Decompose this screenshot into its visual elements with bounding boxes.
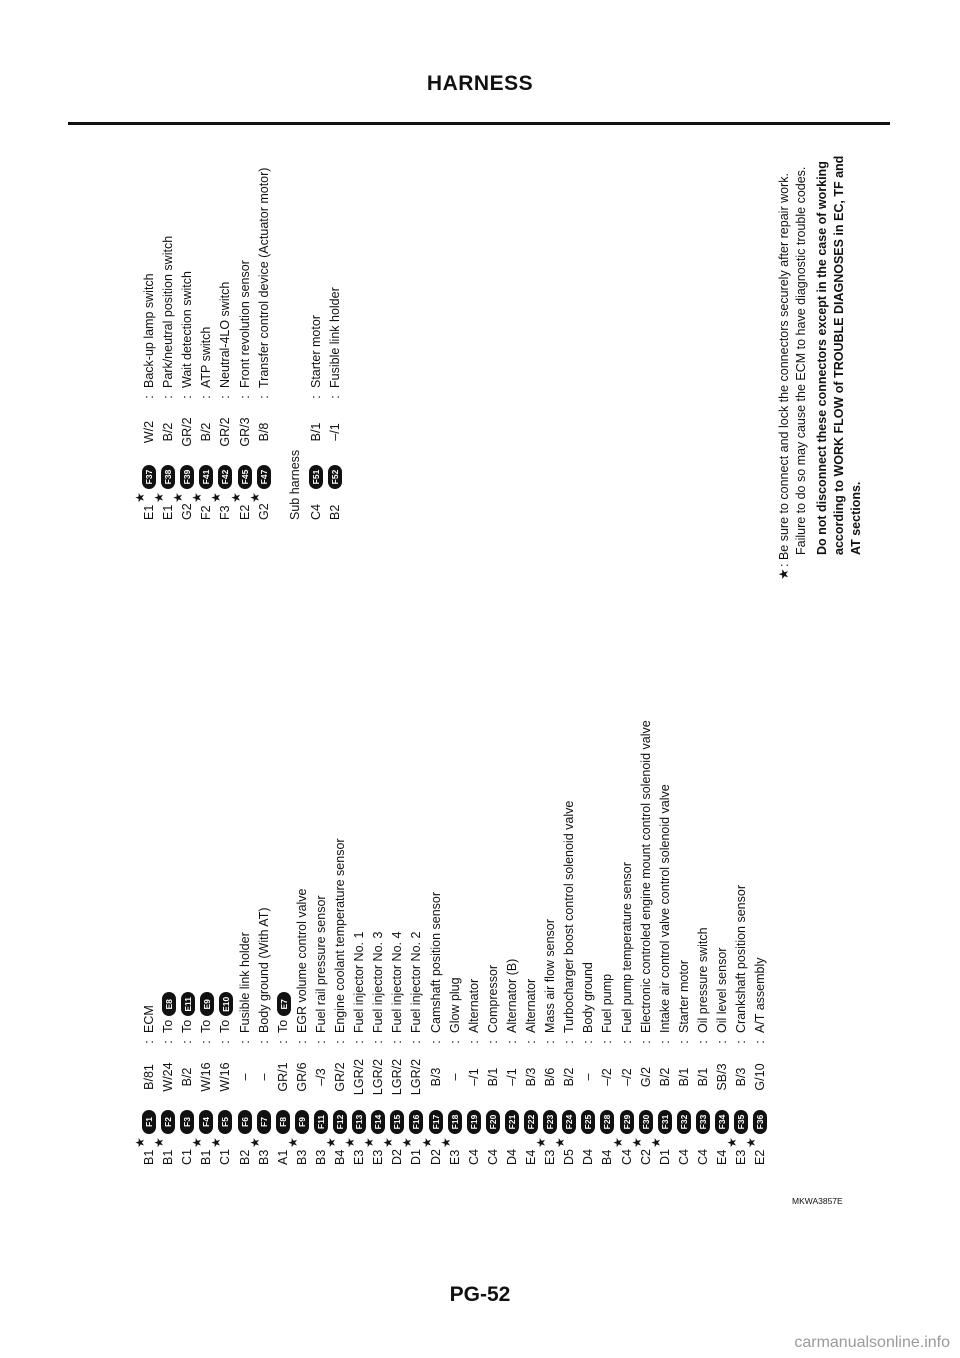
grid-position: B2 bbox=[327, 504, 342, 520]
connector-badge: F28 bbox=[600, 1110, 614, 1134]
connector-description bbox=[331, 838, 350, 1033]
separator-colon: : bbox=[333, 1040, 347, 1044]
wire-color-pins: LGR/2 bbox=[371, 1058, 386, 1096]
star-icon: ★ bbox=[324, 1137, 338, 1148]
star-icon: ★ bbox=[247, 1137, 262, 1148]
connector-description bbox=[465, 979, 484, 1033]
wire-color-pins: –/1 bbox=[466, 1068, 481, 1086]
page-number: PG-52 bbox=[449, 1283, 511, 1306]
connector-badge: F5 bbox=[218, 1110, 232, 1134]
wire-color-pins: B/2 bbox=[180, 1067, 195, 1087]
separator-colon: : bbox=[161, 395, 176, 399]
grid-position: D5 bbox=[562, 1149, 577, 1165]
wire-color-pins: GR/2 bbox=[218, 417, 233, 447]
description-text: To bbox=[180, 1019, 195, 1033]
star-icon: ★ bbox=[419, 1137, 434, 1148]
target-connector-badge: E10 bbox=[219, 992, 233, 1016]
description-text: Park/neutral position switch bbox=[161, 235, 176, 388]
connector-description bbox=[522, 979, 541, 1033]
connector-description bbox=[236, 260, 255, 388]
separator-colon: : bbox=[447, 1040, 462, 1044]
separator-colon: : bbox=[294, 1040, 309, 1044]
connector-description bbox=[197, 327, 216, 388]
star-icon: ★ bbox=[744, 1137, 759, 1148]
connector-badge: F24 bbox=[562, 1110, 576, 1134]
sub-harness-label: Sub harness bbox=[287, 449, 302, 520]
star-icon: ★ bbox=[381, 1137, 396, 1148]
grid-position: D1 bbox=[409, 1149, 424, 1165]
description-text: ATP switch bbox=[199, 326, 214, 388]
connector-badge: F19 bbox=[467, 1110, 481, 1134]
connector-description bbox=[637, 720, 656, 1033]
separator-colon: : bbox=[524, 1040, 538, 1044]
wire-color-pins: B/2 bbox=[562, 1067, 577, 1087]
connector-badge: F31 bbox=[658, 1110, 672, 1134]
separator-colon: : bbox=[180, 395, 195, 399]
separator-colon: : bbox=[327, 395, 342, 399]
connector-badge: F35 bbox=[734, 1110, 748, 1134]
connector-description bbox=[427, 892, 446, 1033]
connector-description bbox=[140, 273, 159, 388]
grid-position: B1 bbox=[142, 1149, 156, 1165]
separator-colon: : bbox=[600, 1040, 615, 1044]
connector-badge: F41 bbox=[199, 465, 213, 489]
description-text: Starter motor bbox=[676, 960, 691, 1033]
description-text: Glow plug bbox=[447, 977, 462, 1033]
connector-badge: F14 bbox=[371, 1110, 385, 1134]
note-line: AT sections. bbox=[849, 481, 863, 555]
description-text: Fuel injector No. 1 bbox=[352, 931, 367, 1033]
separator-colon: : bbox=[313, 1040, 328, 1044]
separator-colon: : bbox=[275, 1040, 290, 1044]
star-icon: ★ bbox=[553, 1137, 568, 1148]
grid-position: C4 bbox=[485, 1149, 500, 1165]
description-text: ECM bbox=[142, 1005, 156, 1033]
description-text: To bbox=[199, 1019, 214, 1033]
grid-position: E3 bbox=[352, 1149, 367, 1165]
separator-colon: : bbox=[581, 1040, 596, 1044]
star-icon: ★ bbox=[725, 1137, 740, 1148]
separator-colon: : bbox=[657, 1040, 672, 1044]
connector-description bbox=[197, 992, 216, 1033]
wire-color-pins: B/3 bbox=[524, 1067, 538, 1087]
star-icon: ★ bbox=[610, 1137, 625, 1148]
description-text: Neutral-4LO switch bbox=[218, 281, 233, 388]
description-text: Compressor bbox=[485, 964, 500, 1033]
connector-description bbox=[178, 992, 197, 1033]
watermark[interactable]: carmanualsonline.info bbox=[794, 1334, 950, 1351]
separator-colon: : bbox=[256, 1040, 271, 1044]
grid-position: E2 bbox=[237, 504, 252, 520]
separator-colon: : bbox=[218, 1040, 233, 1044]
separator-colon: : bbox=[371, 1040, 386, 1044]
connector-description bbox=[255, 907, 274, 1033]
separator-colon: : bbox=[237, 395, 252, 399]
wire-color-pins: B/8 bbox=[256, 422, 271, 442]
connector-description bbox=[560, 801, 579, 1033]
connector-badge: F12 bbox=[333, 1110, 347, 1134]
grid-position: C1 bbox=[218, 1149, 233, 1165]
connector-description bbox=[656, 784, 675, 1033]
connector-badge: F47 bbox=[257, 465, 271, 489]
wire-color-pins: G/2 bbox=[638, 1066, 653, 1088]
star-icon: ★ bbox=[190, 492, 205, 503]
note-line: according to WORK FLOW of TROUBLE DIAGNOSES in EC, TF and bbox=[832, 155, 846, 555]
grid-position: E3 bbox=[734, 1149, 749, 1165]
note-line: Failure to do so may cause the ECM to have diagnostic trouble codes. bbox=[794, 166, 808, 555]
connector-description bbox=[579, 962, 598, 1033]
connector-description bbox=[159, 236, 178, 388]
separator-colon: : bbox=[161, 1040, 176, 1044]
grid-position: E4 bbox=[715, 1149, 729, 1165]
connector-badge: F20 bbox=[486, 1110, 500, 1134]
description-text: Alternator (B) bbox=[504, 958, 519, 1033]
description-text: Fuel injector No. 2 bbox=[409, 931, 424, 1033]
grid-position: C4 bbox=[695, 1149, 710, 1165]
connector-badge: F22 bbox=[524, 1110, 538, 1134]
target-connector-badge: E7 bbox=[277, 992, 291, 1016]
connector-badge: F4 bbox=[199, 1110, 213, 1134]
connector-badge: F39 bbox=[180, 465, 194, 489]
star-icon: ★ bbox=[190, 1137, 205, 1148]
separator-colon: : bbox=[409, 1040, 424, 1044]
page-title: HARNESS bbox=[426, 72, 534, 95]
wire-color-pins: – bbox=[447, 1073, 462, 1081]
connector-badge: F18 bbox=[448, 1110, 462, 1134]
connector-description bbox=[350, 932, 369, 1033]
wire-color-pins: LGR/2 bbox=[409, 1058, 424, 1096]
connector-description bbox=[140, 1005, 159, 1033]
star-icon: ★ bbox=[285, 1137, 300, 1148]
grid-position: E2 bbox=[753, 1149, 768, 1165]
connector-badge: F16 bbox=[409, 1110, 423, 1134]
wire-color-pins: B/1 bbox=[308, 422, 323, 442]
connector-badge: F7 bbox=[257, 1110, 271, 1134]
grid-position: E3 bbox=[543, 1149, 558, 1165]
connector-badge: F17 bbox=[429, 1110, 443, 1134]
description-text: A/T assembly bbox=[753, 957, 768, 1033]
grid-position: C4 bbox=[619, 1149, 634, 1165]
target-connector-badge: E8 bbox=[162, 992, 176, 1016]
star-icon: ★ bbox=[152, 492, 167, 503]
separator-colon: : bbox=[199, 1040, 214, 1044]
grid-position: B3 bbox=[294, 1149, 309, 1165]
description-text: Camshaft position sensor bbox=[428, 891, 443, 1033]
description-text: To bbox=[218, 1019, 233, 1033]
connector-badge: F13 bbox=[352, 1110, 366, 1134]
wire-color-pins: GR/2 bbox=[333, 1062, 347, 1092]
connector-badge: F32 bbox=[677, 1110, 691, 1134]
description-text: Body ground bbox=[581, 962, 596, 1033]
separator-colon: : bbox=[543, 1040, 558, 1044]
connector-badge: F2 bbox=[161, 1110, 175, 1134]
connector-description bbox=[598, 974, 617, 1033]
description-text: Mass air flow sensor bbox=[543, 919, 558, 1033]
wire-color-pins: LGR/2 bbox=[352, 1058, 367, 1096]
separator-colon: : bbox=[218, 395, 233, 399]
description-text: To bbox=[275, 1019, 290, 1033]
description-text: To bbox=[161, 1019, 176, 1033]
connector-badge: F38 bbox=[161, 465, 175, 489]
wire-color-pins: GR/3 bbox=[237, 417, 252, 447]
grid-position: C4 bbox=[308, 504, 323, 520]
grid-position: G2 bbox=[180, 503, 195, 520]
description-text: Fuel pump temperature sensor bbox=[619, 862, 634, 1033]
connector-description bbox=[178, 271, 197, 388]
connector-description bbox=[713, 948, 732, 1033]
connector-description bbox=[216, 992, 235, 1033]
wire-color-pins: –/2 bbox=[600, 1068, 615, 1086]
description-text: Engine coolant temperature sensor bbox=[333, 838, 347, 1033]
wire-color-pins: G/10 bbox=[753, 1063, 768, 1091]
star-icon: ★ bbox=[209, 1137, 224, 1148]
star-icon: ★ bbox=[534, 1137, 549, 1148]
grid-position: B1 bbox=[161, 1149, 176, 1165]
separator-colon: : bbox=[142, 395, 156, 399]
star-icon: ★ bbox=[247, 492, 262, 503]
connector-description bbox=[388, 932, 407, 1033]
connector-description bbox=[216, 282, 235, 388]
connector-badge: F45 bbox=[238, 465, 252, 489]
wire-color-pins: W/16 bbox=[218, 1062, 233, 1092]
star-icon: ★ bbox=[228, 492, 243, 503]
wire-color-pins: B/1 bbox=[485, 1067, 500, 1087]
connector-description bbox=[293, 888, 312, 1033]
star-icon: ★ bbox=[438, 1137, 453, 1148]
separator-colon: : bbox=[466, 1040, 481, 1044]
description-text: Starter motor bbox=[308, 315, 323, 388]
connector-description bbox=[255, 168, 274, 388]
wire-color-pins: B/2 bbox=[657, 1067, 672, 1087]
description-text: Alternator bbox=[524, 978, 538, 1033]
separator-colon: : bbox=[753, 1040, 768, 1044]
connector-description bbox=[369, 932, 388, 1033]
grid-position: F3 bbox=[218, 505, 233, 520]
connector-badge: F34 bbox=[715, 1110, 729, 1134]
connector-badge: F51 bbox=[309, 465, 323, 489]
connector-description bbox=[236, 932, 255, 1033]
connector-badge: F21 bbox=[505, 1110, 519, 1134]
star-icon: ★ bbox=[776, 568, 791, 580]
wire-color-pins: W/2 bbox=[142, 420, 156, 444]
description-text: EGR volume control valve bbox=[294, 888, 309, 1033]
note-line: : Be sure to connect and lock the connectors securely after repair work. bbox=[777, 173, 791, 567]
separator-colon: : bbox=[199, 395, 214, 399]
connector-badge: F6 bbox=[238, 1110, 252, 1134]
separator-colon: : bbox=[142, 1040, 156, 1044]
wire-color-pins: B/3 bbox=[428, 1067, 443, 1087]
wire-color-pins: B/1 bbox=[695, 1067, 710, 1087]
connector-badge: F37 bbox=[142, 465, 156, 489]
connector-description bbox=[159, 992, 178, 1033]
connector-description bbox=[274, 992, 293, 1033]
description-text: Fuel injector No. 4 bbox=[390, 931, 405, 1033]
connector-description bbox=[751, 958, 770, 1034]
separator-colon: : bbox=[308, 395, 323, 399]
star-icon: ★ bbox=[362, 1137, 377, 1148]
connector-description bbox=[407, 932, 426, 1033]
connector-badge: F33 bbox=[696, 1110, 710, 1134]
grid-position: G2 bbox=[256, 503, 271, 520]
connector-description bbox=[307, 315, 326, 388]
grid-position: D4 bbox=[504, 1149, 519, 1165]
star-icon: ★ bbox=[133, 1137, 147, 1148]
grid-position: E4 bbox=[524, 1149, 538, 1165]
wire-color-pins: – bbox=[256, 1073, 271, 1081]
grid-position: C2 bbox=[638, 1149, 653, 1165]
target-connector-badge: E11 bbox=[181, 992, 195, 1016]
target-connector-badge: E9 bbox=[200, 992, 214, 1016]
wire-color-pins: GR/6 bbox=[294, 1062, 309, 1092]
separator-colon: : bbox=[715, 1040, 729, 1044]
connector-badge: F36 bbox=[753, 1110, 767, 1134]
connector-badge: F52 bbox=[328, 465, 342, 489]
separator-colon: : bbox=[695, 1040, 710, 1044]
grid-position: B2 bbox=[237, 1149, 252, 1165]
grid-position: B4 bbox=[600, 1149, 615, 1165]
connector-badge: F30 bbox=[639, 1110, 653, 1134]
connector-list bbox=[133, 145, 863, 1165]
separator-colon: : bbox=[562, 1040, 577, 1044]
grid-position: E1 bbox=[142, 504, 156, 520]
wire-color-pins: –/1 bbox=[327, 423, 342, 441]
connector-badge: F15 bbox=[390, 1110, 404, 1134]
reference-code: MKWA3857E bbox=[792, 1196, 843, 1206]
connector-description bbox=[312, 895, 331, 1033]
description-text: Body ground (With AT) bbox=[256, 907, 271, 1033]
connector-badge: F11 bbox=[314, 1110, 328, 1134]
description-text: Electronic controled engine mount control solenoid valve bbox=[638, 720, 653, 1033]
grid-position: C4 bbox=[466, 1149, 481, 1165]
separator-colon: : bbox=[256, 395, 271, 399]
wire-color-pins: SB/3 bbox=[715, 1063, 729, 1091]
star-icon: ★ bbox=[152, 1137, 167, 1148]
grid-position: B3 bbox=[256, 1149, 271, 1165]
separator-colon: : bbox=[352, 1040, 367, 1044]
wire-color-pins: – bbox=[237, 1073, 252, 1081]
separator-colon: : bbox=[237, 1040, 252, 1044]
connector-description bbox=[541, 919, 560, 1033]
connector-description bbox=[694, 927, 713, 1033]
header-rule bbox=[68, 122, 890, 125]
grid-position: D1 bbox=[657, 1149, 672, 1165]
description-text: Oil level sensor bbox=[715, 947, 729, 1033]
grid-position: A1 bbox=[275, 1149, 290, 1165]
description-text: Fusible link holder bbox=[327, 287, 342, 388]
wire-color-pins: GR/1 bbox=[275, 1062, 290, 1092]
grid-position: B3 bbox=[313, 1149, 328, 1165]
grid-position: D2 bbox=[428, 1149, 443, 1165]
star-icon: ★ bbox=[209, 492, 224, 503]
wire-color-pins: B/1 bbox=[676, 1067, 691, 1087]
grid-position: B1 bbox=[199, 1149, 214, 1165]
separator-colon: : bbox=[485, 1040, 500, 1044]
connector-description bbox=[618, 862, 637, 1033]
wire-color-pins: – bbox=[581, 1073, 596, 1081]
wire-color-pins: LGR/2 bbox=[390, 1058, 405, 1096]
description-text: Fuel pump bbox=[600, 973, 615, 1033]
connector-description bbox=[446, 977, 465, 1033]
description-text: Crankshaft position sensor bbox=[734, 885, 749, 1033]
connector-badge: F1 bbox=[142, 1110, 156, 1134]
wire-color-pins: –/1 bbox=[504, 1068, 519, 1086]
description-text: Alternator bbox=[466, 978, 481, 1033]
grid-position: C1 bbox=[180, 1149, 195, 1165]
star-icon: ★ bbox=[133, 492, 147, 503]
separator-colon: : bbox=[504, 1040, 519, 1044]
description-text: Fuel rail pressure sensor bbox=[313, 895, 328, 1033]
connector-badge: F9 bbox=[295, 1110, 309, 1134]
star-icon: ★ bbox=[648, 1137, 663, 1148]
wire-color-pins: W/16 bbox=[199, 1062, 214, 1092]
separator-colon: : bbox=[428, 1040, 443, 1044]
wire-color-pins: B/2 bbox=[199, 422, 214, 442]
connector-badge: F8 bbox=[276, 1110, 290, 1134]
note-line: Do not disconnect these connectors except in the case of working bbox=[815, 161, 829, 555]
grid-position: D4 bbox=[581, 1149, 596, 1165]
connector-description bbox=[732, 885, 751, 1033]
wire-color-pins: B/6 bbox=[543, 1067, 558, 1087]
wire-color-pins: B/2 bbox=[161, 422, 176, 442]
grid-position: E3 bbox=[447, 1149, 462, 1165]
grid-position: B4 bbox=[333, 1149, 347, 1165]
description-text: Oil pressure switch bbox=[695, 927, 710, 1033]
description-text: Fusible link holder bbox=[237, 932, 252, 1033]
wire-color-pins: –/3 bbox=[313, 1068, 328, 1086]
wire-color-pins: –/2 bbox=[619, 1068, 634, 1086]
description-text: Turbocharger boost control solenoid valve bbox=[562, 800, 577, 1033]
separator-colon: : bbox=[619, 1040, 634, 1044]
connector-description bbox=[484, 965, 503, 1033]
connector-description bbox=[503, 959, 522, 1033]
wire-color-pins: B/3 bbox=[734, 1067, 749, 1087]
description-text: Wait detection switch bbox=[180, 271, 195, 388]
connector-badge: F25 bbox=[581, 1110, 595, 1134]
separator-colon: : bbox=[638, 1040, 653, 1044]
connector-badge: F42 bbox=[218, 465, 232, 489]
description-text: Fuel injector No. 3 bbox=[371, 931, 386, 1033]
separator-colon: : bbox=[180, 1040, 195, 1044]
star-icon: ★ bbox=[629, 1137, 644, 1148]
grid-position: D2 bbox=[390, 1149, 405, 1165]
separator-colon: : bbox=[390, 1040, 405, 1044]
connector-badge: F23 bbox=[543, 1110, 557, 1134]
separator-colon: : bbox=[734, 1040, 749, 1044]
description-text: Transfer control device (Actuator motor) bbox=[256, 167, 271, 388]
description-text: Front revolution sensor bbox=[237, 260, 252, 388]
grid-position: E1 bbox=[161, 504, 176, 520]
separator-colon: : bbox=[676, 1040, 691, 1044]
star-icon: ★ bbox=[400, 1137, 415, 1148]
connector-badge: F29 bbox=[620, 1110, 634, 1134]
wire-color-pins: B/81 bbox=[142, 1064, 156, 1090]
star-icon: ★ bbox=[343, 1137, 358, 1148]
description-text: Intake air control valve control solenoid valve bbox=[657, 784, 672, 1033]
wire-color-pins: W/24 bbox=[161, 1062, 176, 1092]
connector-description bbox=[675, 960, 694, 1033]
description-text: Back-up lamp switch bbox=[142, 273, 156, 388]
connector-badge: F3 bbox=[180, 1110, 194, 1134]
connector-description bbox=[326, 287, 345, 388]
grid-position: C4 bbox=[676, 1149, 691, 1165]
wire-color-pins: GR/2 bbox=[180, 417, 195, 447]
star-icon: ★ bbox=[171, 492, 186, 503]
grid-position: E3 bbox=[371, 1149, 386, 1165]
grid-position: F2 bbox=[199, 505, 214, 520]
